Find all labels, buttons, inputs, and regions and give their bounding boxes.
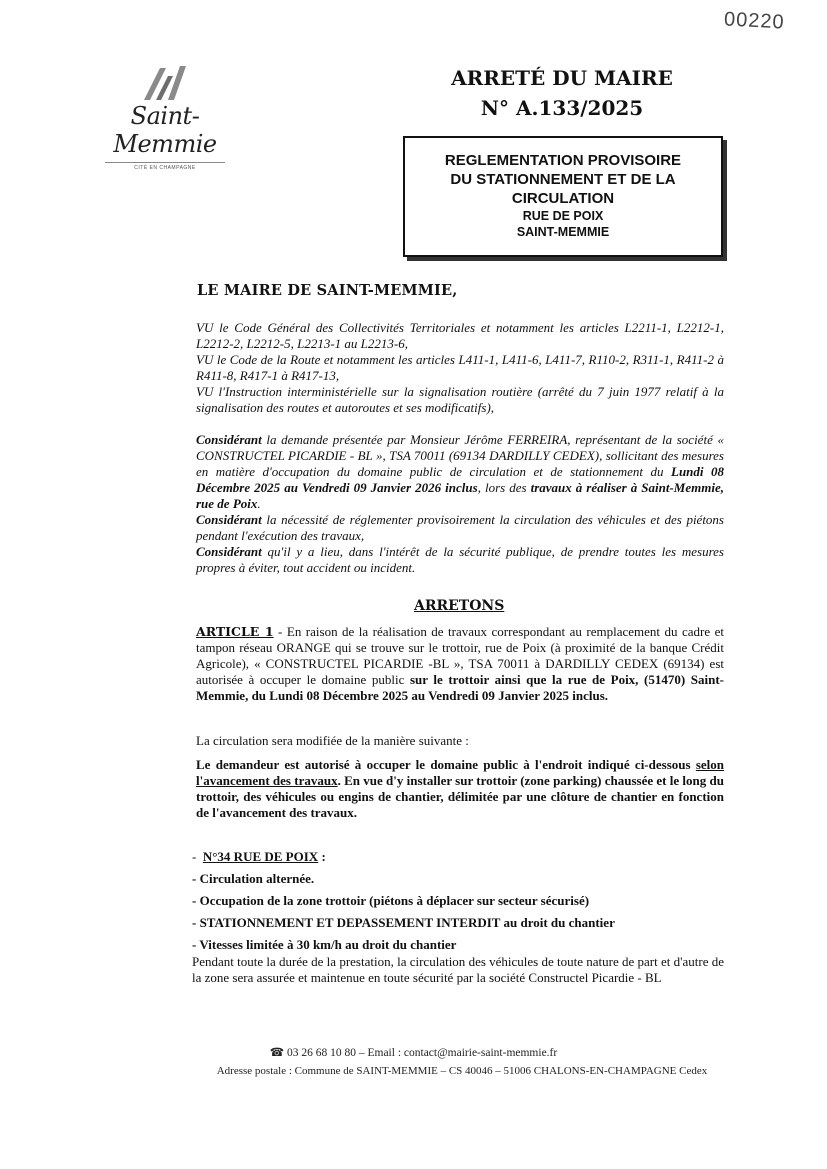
considerant-text: la demande présentée par Monsieur Jérôme FERREIRA, représentant de la société « CONSTRUCTEL PICARDIE - BL », TSA 70011 (69134 DARDILLY CEDEX), sollicitant des mesures en matière d'occupation du domaine public de circulation et de stationnement du	[196, 432, 724, 479]
considerant-label: Considérant	[196, 512, 262, 527]
vu-section	[196, 320, 724, 416]
measure-text: - STATIONNEMENT ET DEPASSEMENT INTERDIT au droit du chantier	[192, 915, 615, 930]
demandeur-underlined: selon l'avancement des travaux	[196, 757, 724, 788]
considerant-label: Considérant	[196, 544, 262, 559]
list-item	[192, 912, 732, 934]
considerant-paragraph	[196, 544, 724, 576]
subject-line-2: DU STATIONNEMENT ET DE LA	[450, 171, 676, 188]
pendant-paragraph: Pendant toute la durée de la prestation, la circulation des véhicules de toute nature de part et d'autre de la zone sera assurée et maintenue en toute sécurité par la société Constructel Picardie - BL	[192, 954, 724, 985]
vu-paragraph: VU l'Instruction interministérielle sur la signalisation routière (arrêté du 7 juin 1977 relatif à la signalisation des routes et autoroutes et ses modificatifs),	[196, 384, 724, 415]
article-1	[196, 624, 724, 704]
logo-mountain-icon	[140, 60, 190, 102]
measure-text: - Vitesses limitée à 30 km/h au droit du chantier	[192, 937, 457, 952]
logo-divider	[105, 162, 225, 163]
demandeur-paragraph	[196, 757, 724, 821]
footer-address: Adresse postale : Commune de SAINT-MEMMIE – CS 40046 – 51006 CHALONS-EN-CHAMPAGNE Cedex	[216, 1065, 708, 1077]
article-label: ARTICLE 1	[196, 624, 274, 639]
subject-box	[403, 136, 723, 257]
article-bold-text: sur le trottoir ainsi que la rue de Poix, (51470) Saint-Memmie, du Lundi 08 Décembre 2025 au Vendredi 09 Janvier 2025 inclus.	[196, 672, 724, 703]
subject-street: RUE DE POIX	[522, 209, 604, 223]
punctuation: .	[257, 496, 261, 511]
footer-contact	[0, 1045, 827, 1059]
list-item	[192, 846, 732, 868]
measure-text: - Occupation de la zone trottoir (piétons à déplacer sur secteur sécurisé)	[192, 893, 590, 908]
considerant-text: qu'il y a lieu, dans l'intérêt de la sécurité publique, de prendre toutes les mesures propres à éviter, tout accident ou incident.	[196, 544, 724, 575]
article-text: - En raison de la réalisation de travaux correspondant au remplacement du cadre et tampon réseau ORANGE qui se trouve sur le trottoir, rue de Poix (à proximité de la banque Crédit Agricole), « CONSTRUCTEL PICARDIE -BL », TSA 70011 à DARDILLY CEDEX (69134) est autorisée à occuper le domaine public	[196, 624, 724, 687]
list-item	[192, 890, 732, 912]
archive-stamp: 00220	[723, 8, 786, 34]
list-dash: -	[192, 849, 197, 864]
mayor-heading: LE MAIRE DE SAINT-MEMMIE,	[197, 282, 458, 299]
arretons-heading: ARRETONS	[414, 598, 505, 614]
list-colon: :	[318, 849, 326, 864]
work-dates: Lundi 08 Décembre 2025 au Vendredi 09 Janvier 2026 inclus	[196, 464, 724, 495]
list-item	[192, 868, 732, 890]
circulation-intro: La circulation sera modifiée de la manière suivante :	[196, 733, 469, 748]
decree-number: N° A.133/2025	[480, 96, 644, 120]
decree-title: ARRETÉ DU MAIRE	[451, 66, 673, 90]
vu-paragraph: VU le Code Général des Collectivités Territoriales et notamment les articles L2211-1, L2212-1, L2212-2, L2212-5, L2213-1 au L2213-6,	[196, 320, 724, 351]
considerant-paragraph	[196, 432, 724, 512]
phone-icon: ☎	[269, 1047, 285, 1059]
footer-phone-email: 03 26 68 10 80 – Email : contact@mairie-saint-memmie.fr	[284, 1047, 558, 1059]
subject-town: SAINT-MEMMIE	[516, 225, 610, 239]
measure-text: - Circulation alternée.	[192, 871, 315, 886]
considerant-paragraph	[196, 512, 724, 544]
vu-paragraph: VU le Code de la Route et notamment les articles L411-1, L411-6, L411-7, R110-2, R311-1, R411-2 à R411-8, R417-1 à R417-13,	[196, 352, 724, 383]
list-item	[192, 934, 732, 956]
logo-name: Saint-Memmie	[113, 102, 217, 158]
subject-line-3: CIRCULATION	[511, 190, 615, 207]
work-location: travaux à réaliser à Saint-Memmie, rue de Poix	[196, 480, 724, 511]
measures-list	[192, 846, 732, 956]
considerant-text: , lors des	[477, 480, 531, 495]
demandeur-text: Le demandeur est autorisé à occuper le domaine public à l'endroit indiqué ci-dessous	[196, 757, 696, 772]
municipal-logo	[100, 60, 230, 171]
logo-subtitle: CITÉ EN CHAMPAGNE	[134, 165, 196, 171]
considerant-section	[196, 432, 724, 576]
location-label: N°34 RUE DE POIX	[202, 849, 319, 864]
demandeur-text: . En vue d'y installer sur trottoir (zone parking) chaussée et le long du trottoir, des véhicules ou engins de chantier, délimitée par une clôture de chantier en fonction de l'avancement des travaux.	[196, 773, 724, 820]
considerant-text: la nécessité de réglementer provisoirement la circulation des véhicules et des piétons pendant l'exécution des travaux,	[196, 512, 724, 543]
considerant-label: Considérant	[196, 432, 262, 447]
subject-line-1: REGLEMENTATION PROVISOIRE	[444, 152, 682, 169]
